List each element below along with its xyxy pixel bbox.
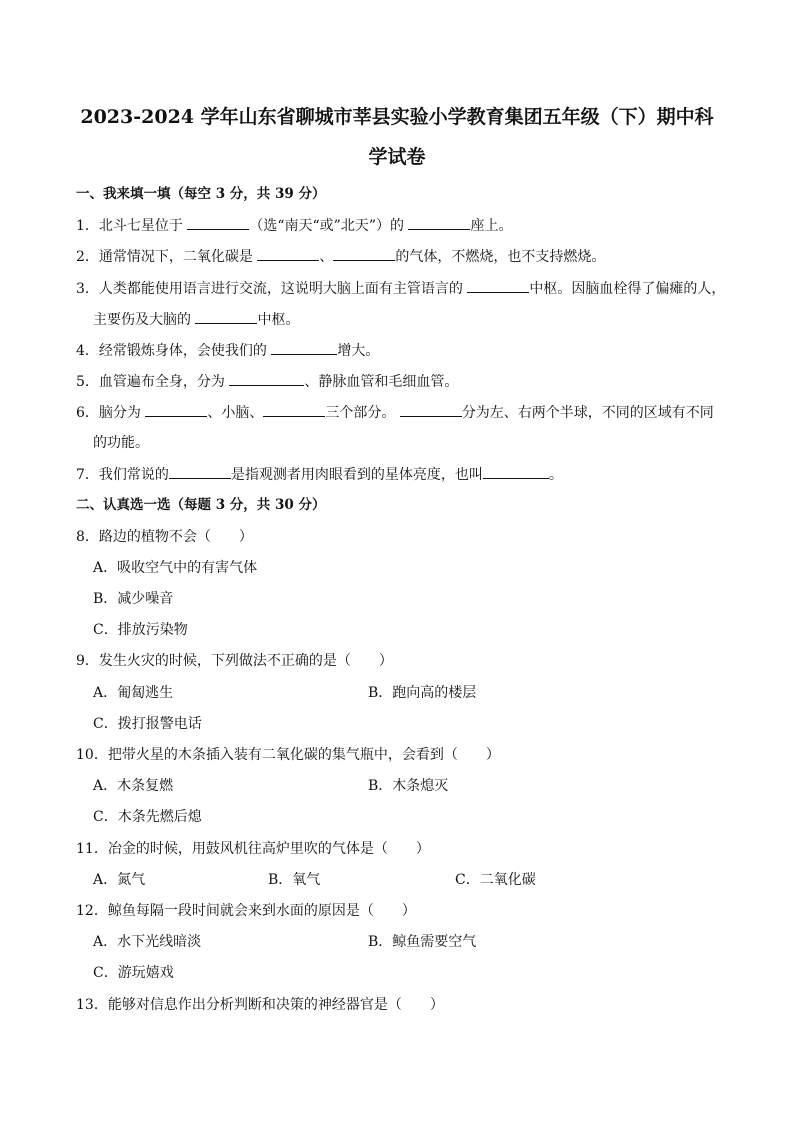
q7-text-c: 。 xyxy=(548,467,563,483)
q6-text-d: 分为左、右两个半球，不同的区域有不同 xyxy=(461,405,714,421)
q6-text-b: 、小脑、 xyxy=(207,405,264,421)
question-1 xyxy=(76,215,512,236)
question-12-stem: 12．鲸鱼每隔一段时间就会来到水面的原因是（ ） xyxy=(76,903,416,919)
section-2-heading: 二、认真选一选（每题 3 分，共 30 分） xyxy=(76,497,326,513)
exam-title-line-1: 2023-2024 学年山东省聊城市莘县实验小学教育集团五年级（下）期中科 xyxy=(80,106,714,128)
q12-option-b: B．鲸鱼需要空气 xyxy=(368,934,477,950)
q3-blank-1 xyxy=(467,278,529,293)
q6-text-a: 6．脑分为 xyxy=(76,405,146,421)
q9-option-b: B．跑向高的楼层 xyxy=(368,685,477,701)
question-6 xyxy=(76,402,714,423)
q1-blank-2 xyxy=(408,215,470,230)
q4-text-b: 增大。 xyxy=(337,343,380,359)
exam-title-line-2: 学试卷 xyxy=(368,146,426,168)
question-6-cont: 的功能。 xyxy=(93,435,149,451)
question-9-stem: 9．发生火灾的时候，下列做法不正确的是（ ） xyxy=(76,653,393,669)
question-7 xyxy=(76,464,563,485)
q11-option-b: B．氧气 xyxy=(268,872,321,888)
q5-text-b: 、静脉血管和毛细血管。 xyxy=(304,374,459,390)
q10-option-c: C．木条先燃后熄 xyxy=(93,809,202,825)
q3-text-d: 中枢。 xyxy=(257,312,300,328)
question-5 xyxy=(76,371,458,392)
q10-option-b: B．木条熄灭 xyxy=(368,778,449,794)
q2-blank-2 xyxy=(333,246,395,261)
question-4 xyxy=(76,340,379,361)
q3-text-a: 3．人类都能使用语言进行交流，这说明大脑上面有主管语言的 xyxy=(76,281,468,297)
q2-blank-1 xyxy=(257,246,319,261)
q4-blank-1 xyxy=(271,340,337,355)
question-8-stem: 8．路边的植物不会（ ） xyxy=(76,529,253,545)
question-3-cont xyxy=(93,309,299,330)
q8-option-a: A．吸收空气中的有害气体 xyxy=(93,560,258,576)
q1-blank-1 xyxy=(187,215,249,230)
q12-option-a: A．水下光线暗淡 xyxy=(93,934,202,950)
q7-blank-1 xyxy=(169,464,231,479)
q11-option-a: A．氮气 xyxy=(93,872,146,888)
question-11-stem: 11．冶金的时候，用鼓风机往高炉里吹的气体是（ ） xyxy=(76,841,430,857)
q10-option-a: A．木条复燃 xyxy=(93,778,174,794)
q7-text-b: 是指观测者用肉眼看到的星体亮度，也叫 xyxy=(230,467,483,483)
q2-text-c: 的气体，不燃烧，也不支持燃烧。 xyxy=(395,249,606,265)
q5-blank-1 xyxy=(229,371,304,386)
q5-text-a: 5．血管遍布全身，分为 xyxy=(76,374,230,390)
q8-option-b: B．减少噪音 xyxy=(93,591,174,607)
q1-text-a: 1．北斗七星位于 xyxy=(76,218,188,234)
q3-text-c: 主要伤及大脑的 xyxy=(93,312,196,328)
q4-text-a: 4．经常锻炼身体，会使我们的 xyxy=(76,343,272,359)
q7-blank-2 xyxy=(483,464,549,479)
q9-option-a: A．匍匐逃生 xyxy=(93,685,174,701)
q8-option-c: C．排放污染物 xyxy=(93,622,188,638)
question-13-stem: 13．能够对信息作出分析判断和决策的神经器官是（ ） xyxy=(76,997,444,1013)
q9-option-c: C．拨打报警电话 xyxy=(93,716,202,732)
q1-text-c: 座上。 xyxy=(470,218,513,234)
q6-blank-3 xyxy=(400,402,462,417)
q2-text-a: 2．通常情况下，二氧化碳是 xyxy=(76,249,258,265)
q12-option-c: C．游玩嬉戏 xyxy=(93,965,174,981)
question-3 xyxy=(76,278,725,299)
question-10-stem: 10．把带火星的木条插入装有二氧化碳的集气瓶中，会看到（ ） xyxy=(76,747,500,763)
q3-text-b: 中枢。因脑血栓得了偏瘫的人， xyxy=(529,281,726,297)
q1-text-b: （选“南天“或”北天”）的 xyxy=(249,218,409,234)
q11-option-c: C．二氧化碳 xyxy=(455,872,536,888)
q2-text-b: 、 xyxy=(319,249,334,265)
q3-blank-2 xyxy=(195,309,257,324)
q6-blank-1 xyxy=(145,402,207,417)
section-1-heading: 一、我来填一填（每空 3 分，共 39 分） xyxy=(76,186,326,202)
q6-blank-2 xyxy=(263,402,325,417)
q6-text-c: 三个部分。 xyxy=(325,405,400,421)
q7-text-a: 7．我们常说的 xyxy=(76,467,169,483)
question-2 xyxy=(76,246,605,267)
